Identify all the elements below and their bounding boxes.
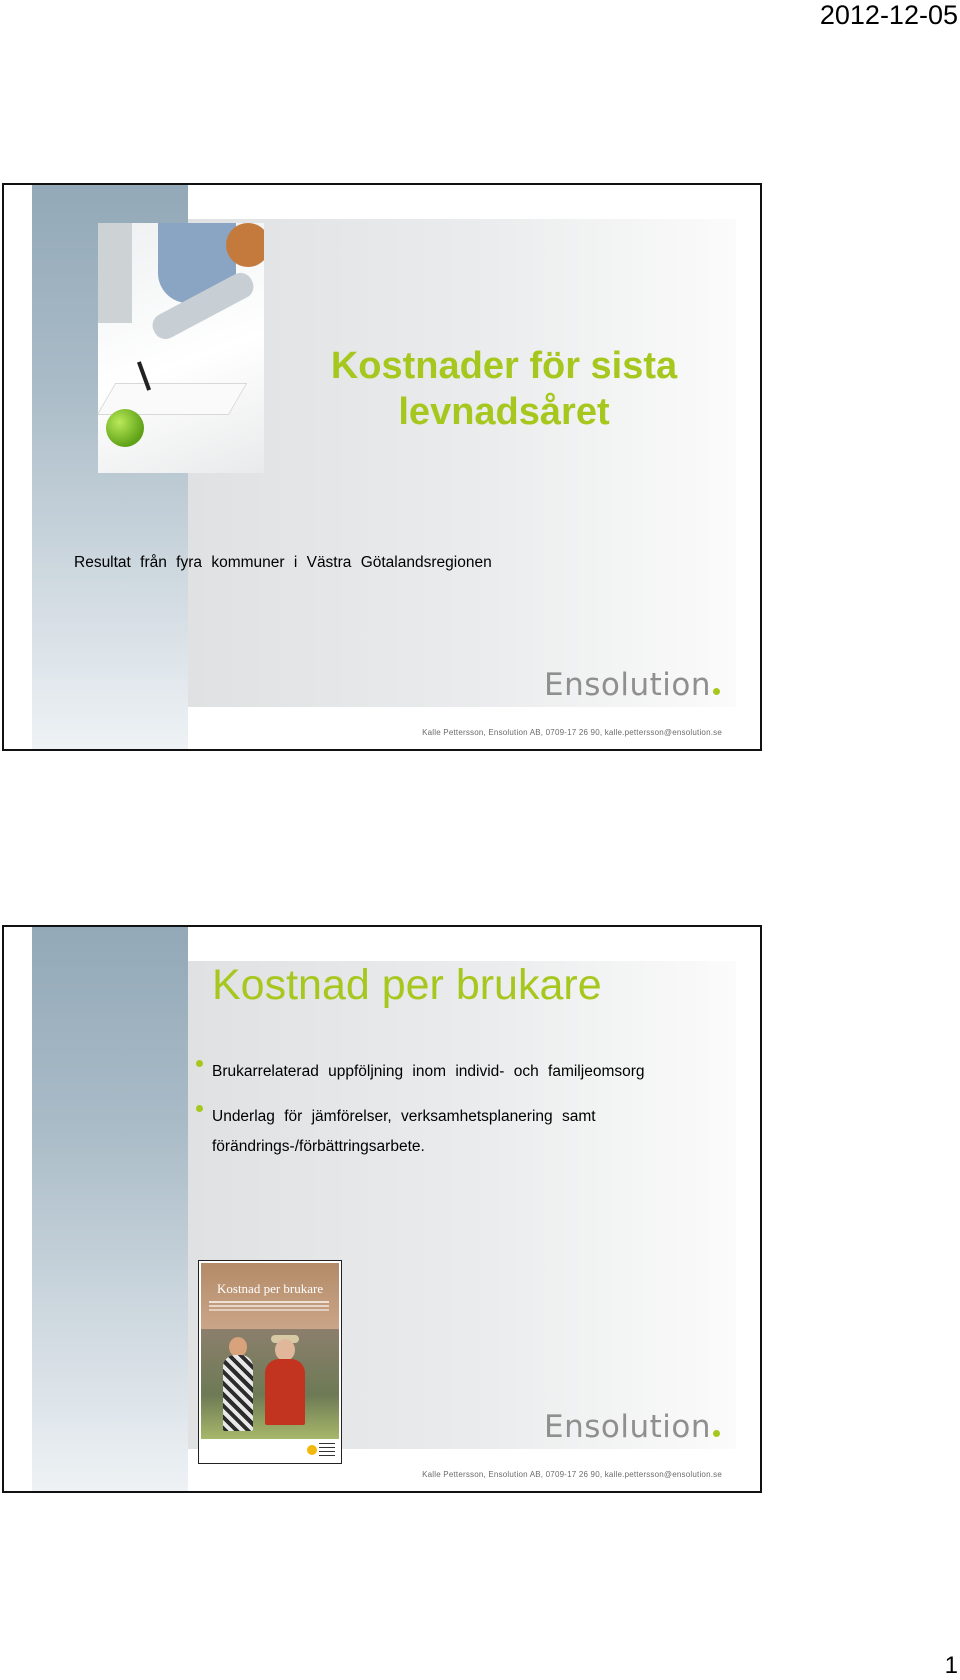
side-band <box>32 927 188 1491</box>
office-photo <box>98 223 264 473</box>
slide-1 <box>2 183 762 751</box>
slide-subtitle: Resultat från fyra kommuner i Västra Götalandsregionen <box>74 554 492 571</box>
bullet-icon <box>196 1060 203 1067</box>
slide-title: Kostnad per brukare <box>212 961 602 1009</box>
list-item <box>196 1102 736 1162</box>
bullet-text: Underlag för jämförelser, verksamhetsplanering samt förändrings-/förbättringsarbete. <box>212 1108 596 1155</box>
list-item <box>196 1057 736 1087</box>
brand-dot-icon <box>713 1430 720 1437</box>
brand-logo <box>544 1409 720 1445</box>
print-date: 2012-12-05 <box>819 0 958 30</box>
slide-2 <box>2 925 762 1493</box>
bullet-icon <box>196 1105 203 1112</box>
page-number: 1 <box>944 1652 958 1679</box>
content-background <box>188 219 736 707</box>
brand-logo <box>544 667 720 703</box>
bullet-text: Brukarrelaterad uppföljning inom individ- och familjeomsorg <box>212 1063 645 1080</box>
slide-title: Kostnader för sista levnadsåret <box>330 345 678 433</box>
brand-name: Ensolution <box>544 1409 711 1445</box>
slide-footer: Kalle Pettersson, Ensolution AB, 0709-17 26 90, kalle.pettersson@ensolution.se <box>422 728 722 737</box>
apple-icon <box>106 409 144 447</box>
brand-dot-icon <box>713 688 720 695</box>
cover-title: Kostnad per brukare <box>217 1281 324 1296</box>
bullet-list <box>196 1057 736 1177</box>
slide-footer: Kalle Pettersson, Ensolution AB, 0709-17 26 90, kalle.pettersson@ensolution.se <box>422 1470 722 1479</box>
report-cover-image <box>198 1260 342 1464</box>
region-logo-icon <box>307 1445 317 1455</box>
brand-name: Ensolution <box>544 667 711 703</box>
